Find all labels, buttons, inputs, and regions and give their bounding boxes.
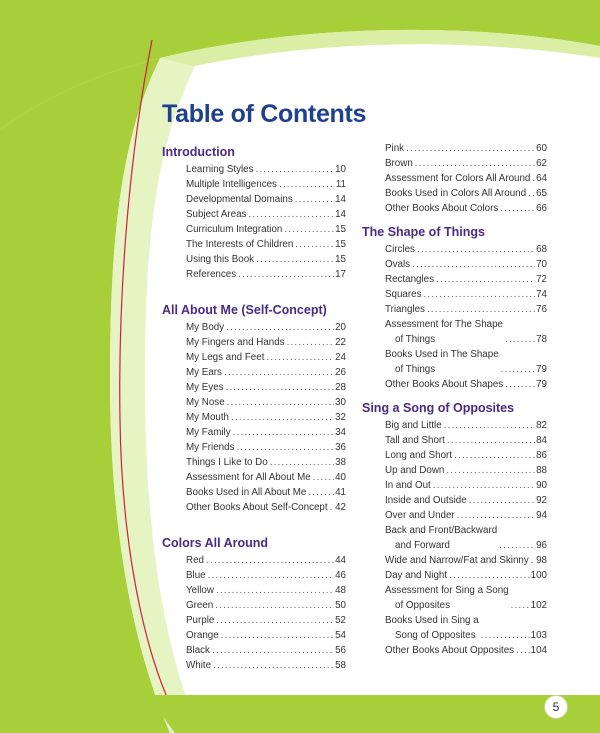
toc-entry: [162, 222, 346, 237]
toc-entry-page: 26: [335, 367, 346, 378]
dot-leader: [233, 425, 334, 440]
page-number: 5: [544, 695, 568, 719]
dot-leader: [500, 201, 535, 216]
toc-entry-page: 78: [536, 334, 547, 345]
toc-entry-title: Books Used in Sing a Song of Opposites: [385, 615, 479, 641]
dot-leader: [449, 568, 530, 583]
toc-entry-title: Pink: [385, 143, 405, 154]
toc-entry-page: 15: [335, 239, 346, 250]
toc-entry: [362, 478, 547, 493]
toc-entry: [362, 242, 547, 257]
dot-leader: [447, 433, 535, 448]
toc-entry: [362, 508, 547, 523]
toc-entry-page: 90: [536, 480, 547, 491]
dot-leader: [457, 508, 535, 523]
toc-entry: [162, 485, 346, 500]
dot-leader: [295, 237, 334, 252]
section-heading: Colors All Around: [162, 536, 269, 550]
section-heading: Introduction: [162, 145, 235, 159]
toc-entry: [162, 335, 346, 350]
toc-entry-title: My Nose: [186, 397, 225, 408]
toc-section: [162, 142, 346, 282]
toc-entry: [362, 418, 547, 433]
toc-entry-page: 72: [536, 274, 547, 285]
dot-leader: [511, 598, 530, 613]
toc-entry-page: 74: [536, 289, 547, 300]
toc-entry-title: Orange: [186, 630, 219, 641]
toc-entry-title: My Ears: [186, 367, 222, 378]
toc-entry-page: 52: [335, 615, 346, 626]
dot-leader: [221, 628, 334, 643]
section-heading: The Shape of Things: [362, 225, 485, 239]
toc-entry-title: Rectangles: [385, 274, 435, 285]
toc-entry: [162, 237, 346, 252]
toc-entry-title: Inside and Outside: [385, 495, 467, 506]
toc-entry-title: Triangles: [385, 304, 425, 315]
toc-entry-title: Things I Like to Do: [186, 457, 268, 468]
toc-entry-title: Learning Styles: [186, 164, 254, 175]
toc-entry: [162, 440, 346, 455]
toc-entry: [162, 267, 346, 282]
toc-entry: [362, 287, 547, 302]
toc-entry-page: 46: [335, 570, 346, 581]
dot-leader: [406, 141, 535, 156]
dot-leader: [313, 470, 334, 485]
toc-entry-page: 48: [335, 585, 346, 596]
toc-entry-page: 100: [530, 570, 547, 581]
dot-leader: [227, 395, 334, 410]
toc-entry-page: 22: [335, 337, 346, 348]
toc-entry: [362, 553, 547, 568]
toc-entry: [162, 410, 346, 425]
toc-section: [162, 533, 346, 673]
dot-leader: [433, 478, 535, 493]
toc-entry: [162, 162, 346, 177]
toc-entry: [162, 553, 346, 568]
toc-entry-title: Other Books About Colors: [385, 203, 499, 214]
toc-entry-title: Yellow: [186, 585, 214, 596]
toc-entry-title: Squares: [385, 289, 422, 300]
dot-leader: [444, 418, 535, 433]
toc-entry-page: 66: [536, 203, 547, 214]
dot-leader: [213, 658, 334, 673]
toc-entry-title: Using this Book: [186, 254, 255, 265]
dot-leader: [231, 410, 334, 425]
dot-leader: [256, 252, 334, 267]
toc-entry-title: Big and Little: [385, 420, 442, 431]
toc-entry-page: 50: [335, 600, 346, 611]
dot-leader: [412, 257, 535, 272]
dot-leader: [516, 643, 530, 658]
toc-entry-page: 84: [536, 435, 547, 446]
toc-entry-title: My Body: [186, 322, 225, 333]
toc-entry-page: 102: [530, 600, 547, 611]
toc-entry-page: 41: [335, 487, 346, 498]
toc-entry-title: Assessment for Colors All Around: [385, 173, 531, 184]
toc-entry-title: Up and Down: [385, 465, 445, 476]
dot-leader: [248, 207, 334, 222]
toc-entry-title: My Legs and Feet: [186, 352, 265, 363]
toc-entry-page: 28: [335, 382, 346, 393]
toc-entry-title: Day and Night: [385, 570, 448, 581]
dot-leader: [270, 455, 334, 470]
toc-entry-page: 17: [335, 269, 346, 280]
toc-entry-page: 96: [536, 540, 547, 551]
toc-entry: [162, 207, 346, 222]
toc-entry: [162, 628, 346, 643]
toc-entry: [162, 613, 346, 628]
toc-entry-page: 79: [536, 379, 547, 390]
toc-entry: [162, 192, 346, 207]
dot-leader: [446, 463, 535, 478]
toc-entry: [362, 523, 547, 553]
toc-entry-page: 14: [335, 209, 346, 220]
toc-entry-title: Back and Front/Backward and Forward: [385, 525, 498, 551]
toc-entry-page: 82: [536, 420, 547, 431]
dot-leader: [279, 177, 335, 192]
toc-entry-title: Red: [186, 555, 204, 566]
toc-entry-title: Assessment for The Shape of Things: [385, 319, 503, 345]
toc-entry-page: 10: [335, 164, 346, 175]
toc-entry-title: Other Books About Self-Concept: [186, 502, 328, 513]
dot-leader: [499, 538, 535, 553]
toc-entry: [162, 568, 346, 583]
dot-leader: [295, 192, 334, 207]
toc-entry-page: 88: [536, 465, 547, 476]
dot-leader: [238, 267, 334, 282]
toc-entry-title: White: [186, 660, 212, 671]
toc-entry-title: Books Used in All About Me: [186, 487, 307, 498]
dot-leader: [212, 643, 334, 658]
toc-entry-list: [362, 242, 547, 392]
toc-entry-title: My Mouth: [186, 412, 230, 423]
toc-entry-title: Purple: [186, 615, 215, 626]
toc-entry: [362, 317, 547, 347]
toc-entry-title: Multiple Intelligences: [186, 179, 277, 190]
toc-entry-title: Other Books About Opposites: [385, 645, 515, 656]
toc-entry: [362, 463, 547, 478]
toc-entry-page: 14: [335, 194, 346, 205]
toc-entry-page: 68: [536, 244, 547, 255]
toc-entry: [162, 598, 346, 613]
toc-section: [362, 222, 547, 392]
dot-leader: [216, 613, 334, 628]
toc-entry: [362, 433, 547, 448]
dot-leader: [481, 628, 530, 643]
toc-entry: [362, 302, 547, 317]
toc-entry-list: [162, 162, 346, 282]
toc-entry: [362, 613, 547, 643]
toc-entry-page: 42: [335, 502, 346, 513]
toc-entry-page: 92: [536, 495, 547, 506]
toc-entry: [362, 201, 547, 216]
toc-entry-title: Black: [186, 645, 210, 656]
toc-entry-title: Assessment for Sing a Song of Opposites: [385, 585, 509, 611]
toc-entry: [362, 186, 547, 201]
dot-leader: [287, 335, 335, 350]
toc-entry-page: 70: [536, 259, 547, 270]
toc-entry-page: 79: [536, 364, 547, 375]
toc-entry-title: Developmental Domains: [186, 194, 293, 205]
toc-entry: [162, 455, 346, 470]
toc-entry: [362, 257, 547, 272]
dot-leader: [236, 440, 334, 455]
toc-entry-title: The Interests of Children: [186, 239, 294, 250]
dot-leader: [505, 332, 535, 347]
toc-entry-page: 58: [335, 660, 346, 671]
toc-entry-list: [362, 418, 547, 658]
toc-entry-page: 20: [335, 322, 346, 333]
page-title: Table of Contents: [162, 100, 367, 128]
toc-entry-title: Long and Short: [385, 450, 452, 461]
toc-entry: [162, 470, 346, 485]
toc-entry: [162, 365, 346, 380]
toc-entry: [362, 141, 547, 156]
toc-entry-page: 94: [536, 510, 547, 521]
toc-entry: [362, 156, 547, 171]
toc-entry-title: In and Out: [385, 480, 431, 491]
toc-entry-page: 32: [335, 412, 346, 423]
toc-entry-page: 76: [536, 304, 547, 315]
toc-entry: [362, 643, 547, 658]
dot-leader: [415, 156, 535, 171]
toc-entry-page: 104: [530, 645, 547, 656]
toc-entry: [362, 583, 547, 613]
dot-leader: [469, 493, 535, 508]
toc-entry: [162, 583, 346, 598]
toc-entry-page: 36: [335, 442, 346, 453]
dot-leader: [501, 362, 535, 377]
toc-section: [362, 398, 547, 658]
toc-entry-page: 40: [335, 472, 346, 483]
toc-entry-page: 60: [536, 143, 547, 154]
toc-entry-page: 98: [536, 555, 547, 566]
toc-entry-page: 11: [335, 179, 346, 190]
toc-entry-page: 15: [335, 224, 346, 235]
dot-leader: [528, 186, 535, 201]
toc-entry-title: Ovals: [385, 259, 411, 270]
toc-entry-title: Assessment for All About Me: [186, 472, 311, 483]
dot-leader: [308, 485, 334, 500]
toc-entry: [162, 320, 346, 335]
section-heading: Sing a Song of Opposites: [362, 401, 515, 415]
toc-entry-title: Brown: [385, 158, 413, 169]
bottom-green-strip: [150, 695, 600, 733]
dot-leader: [284, 222, 334, 237]
dot-leader: [505, 377, 535, 392]
toc-entry-page: 64: [536, 173, 547, 184]
toc-entry-title: My Eyes: [186, 382, 224, 393]
toc-entry-page: 38: [335, 457, 346, 468]
toc-entry-title: References: [186, 269, 237, 280]
toc-entry: [162, 395, 346, 410]
toc-entry-title: Green: [186, 600, 214, 611]
dot-leader: [224, 365, 334, 380]
dot-leader: [427, 302, 535, 317]
toc-entry: [362, 171, 547, 186]
left-column: [162, 142, 346, 691]
dot-leader: [454, 448, 535, 463]
toc-entry-page: 54: [335, 630, 346, 641]
toc-entry-title: Circles: [385, 244, 415, 255]
toc-entry: [362, 568, 547, 583]
dot-leader: [436, 272, 535, 287]
toc-entry-title: Blue: [186, 570, 206, 581]
toc-entry: [162, 658, 346, 673]
toc-entry-title: Wide and Narrow/Fat and Skinny: [385, 555, 529, 566]
toc-section: [162, 300, 346, 515]
toc-entry: [162, 643, 346, 658]
right-column: [362, 141, 547, 664]
toc-entry-list: [162, 320, 346, 515]
toc-entry: [162, 380, 346, 395]
toc-entry-page: 65: [536, 188, 547, 199]
toc-entry-page: 44: [335, 555, 346, 566]
toc-entry-title: My Fingers and Hands: [186, 337, 285, 348]
toc-entry: [162, 177, 346, 192]
dot-leader: [216, 583, 334, 598]
toc-entry-page: 86: [536, 450, 547, 461]
toc-entry: [162, 252, 346, 267]
toc-entry-title: Subject Areas: [186, 209, 247, 220]
dot-leader: [266, 350, 334, 365]
toc-entry-title: Tall and Short: [385, 435, 445, 446]
dot-leader: [226, 320, 334, 335]
toc-entry: [162, 425, 346, 440]
toc-entry: [362, 272, 547, 287]
toc-entry: [362, 493, 547, 508]
toc-entry-title: My Friends: [186, 442, 235, 453]
dot-leader: [215, 598, 334, 613]
toc-entry: [362, 448, 547, 463]
toc-entry-list: [362, 141, 547, 216]
toc-entry: [162, 350, 346, 365]
dot-leader: [208, 568, 334, 583]
toc-entry-page: 103: [530, 630, 547, 641]
toc-entry-page: 56: [335, 645, 346, 656]
toc-entry-page: 34: [335, 427, 346, 438]
toc-entry-title: Curriculum Integration: [186, 224, 283, 235]
dot-leader: [256, 162, 335, 177]
toc-entry-title: Other Books About Shapes: [385, 379, 504, 390]
toc-entry-page: 24: [335, 352, 346, 363]
toc-entry: [362, 377, 547, 392]
toc-entry: [162, 500, 346, 515]
toc-entry-title: Books Used in The Shape of Things: [385, 349, 499, 375]
toc-entry-page: 15: [335, 254, 346, 265]
dot-leader: [226, 380, 335, 395]
toc-entry-title: Books Used in Colors All Around: [385, 188, 527, 199]
toc-entry-title: My Family: [186, 427, 231, 438]
toc-entry: [362, 347, 547, 377]
toc-entry-title: Over and Under: [385, 510, 455, 521]
dot-leader: [206, 553, 334, 568]
toc-entry-page: 30: [335, 397, 346, 408]
section-heading: All About Me (Self-Concept): [162, 303, 327, 317]
dot-leader: [417, 242, 535, 257]
toc-entry-list: [162, 553, 346, 673]
dot-leader: [424, 287, 536, 302]
toc-entry-page: 62: [536, 158, 547, 169]
